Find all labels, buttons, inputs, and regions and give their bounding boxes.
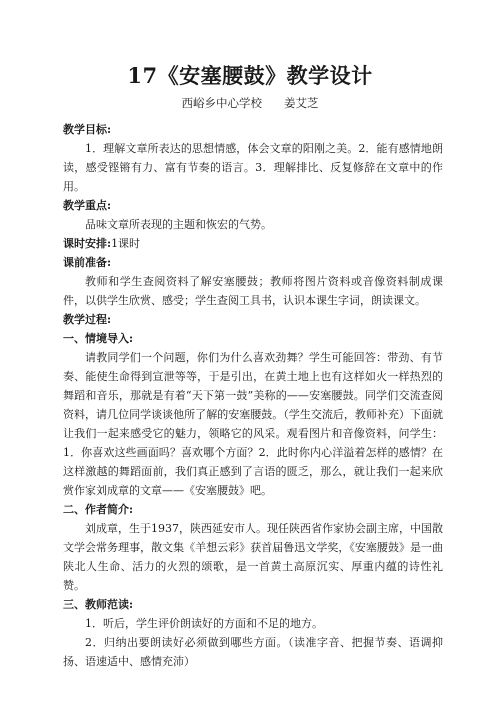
section2-heading: 二、作者简介: <box>63 503 134 516</box>
document-title: 17《安塞腰鼓》教学设计 <box>127 63 373 88</box>
section3-item-1: 1．听后，学生评价朗读好的方面和不足的地方。 <box>85 617 323 630</box>
process-heading: 教学过程: <box>63 313 112 326</box>
time-row <box>63 234 443 253</box>
school-name: 西峪乡中心学校 <box>181 96 262 110</box>
prep-heading: 课前准备: <box>63 256 112 269</box>
section3-item-2: 2．归纳出要朗读好必须做到哪些方面。（读准字音、把握节奏、语调抑扬、语速适中、感情充沛） <box>63 636 443 668</box>
focus-heading: 教学重点: <box>63 199 112 212</box>
section1-text: 请教同学们一个问题，你们为什么喜欢劲舞？学生可能回答：带劲、有节奏、能使生命得到宣泄等等，于是引出，在黄土地上也有这样如火一样热烈的舞蹈和音乐，那就是有着“天下第一鼓”美称的——安塞腰鼓。同学们交流查阅资料，请几位同学谈谈他所了解的安塞腰鼓。（学生交流后，教师补充）下面就让我们一起来感受它的魅力，领略它的风采。观看图片和音像资料，问学生：1．你喜欢这些画面吗？喜欢哪个方面？2．此时你内心洋溢着怎样的感情？在这样激越的舞蹈面前，我们真正感到了言语的匮乏，那么，就让我们一起来欣赏作家刘成章的文章——《安塞腰鼓》吧。 <box>63 351 443 497</box>
time-heading: 课时安排: <box>63 237 112 250</box>
author-name: 姜艾芝 <box>284 96 319 110</box>
prep-text: 教师和学生查阅资料了解安塞腰鼓；教师将图片资料或音像资料制成课件，以供学生欣赏、感受；学生查阅工具书，认识本课生字词，朗读课文。 <box>63 275 443 307</box>
time-value: 1课时 <box>111 237 141 250</box>
section1-heading: 一、情境导入: <box>63 332 134 345</box>
section2-text: 刘成章，生于1937，陕西延安市人。现任陕西省作家协会副主席，中国散文学会常务理事，散文集《羊想云彩》获首届鲁迅文学奖，《安塞腰鼓》是一曲陕北人生命、活力的火烈的颂歌，是一首黄土高原沉实、厚重内蕴的诗性礼赞。 <box>63 522 443 592</box>
document-body <box>63 120 443 671</box>
section3-heading: 三、教师范读: <box>63 598 134 611</box>
document-subtitle <box>0 95 500 111</box>
goals-text: 1．理解文章所表达的思想情感，体会文章的阳刚之美。2．能有感情地朗读，感受铿锵有力、富有节奏的语言。3．理解排比、反复修辞在文章中的作用。 <box>63 142 443 193</box>
goals-heading: 教学目标: <box>63 123 112 136</box>
focus-text: 品味文章所表现的主题和恢宏的气势。 <box>85 218 272 231</box>
